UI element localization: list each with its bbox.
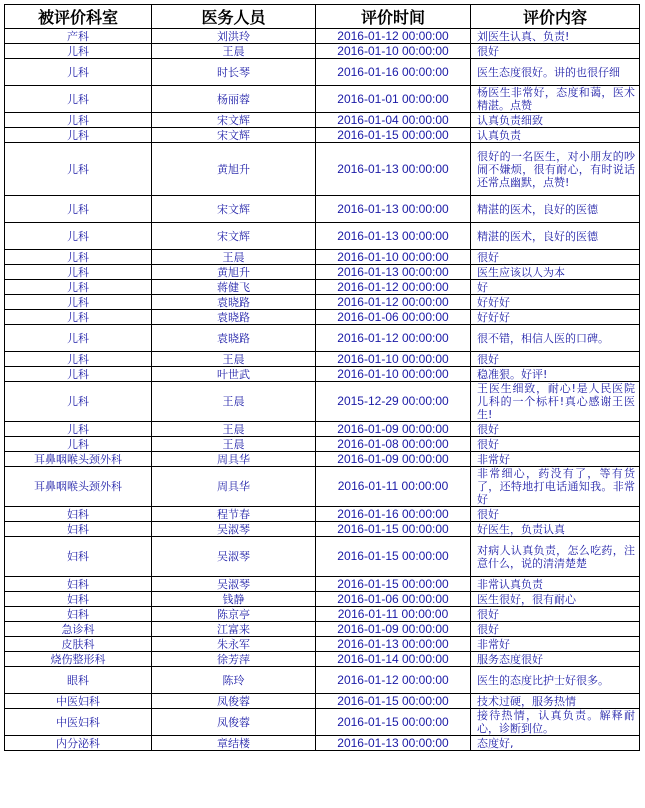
staff-cell: 宋文辉 — [152, 223, 316, 250]
department-cell: 儿科 — [5, 59, 152, 86]
table-row — [5, 709, 640, 736]
comment-cell: 很好 — [471, 607, 640, 622]
staff-cell: 周具华 — [152, 467, 316, 507]
time-cell: 2016-01-10 00:00:00 — [316, 367, 471, 382]
department-cell: 儿科 — [5, 86, 152, 113]
header-department: 被评价科室 — [5, 5, 152, 29]
department-cell: 急诊科 — [5, 622, 152, 637]
staff-cell: 王晨 — [152, 437, 316, 452]
comment-cell: 精湛的医术，良好的医德 — [471, 196, 640, 223]
department-cell: 儿科 — [5, 113, 152, 128]
department-cell: 儿科 — [5, 196, 152, 223]
comment-cell: 很好 — [471, 44, 640, 59]
time-cell: 2016-01-09 00:00:00 — [316, 622, 471, 637]
table-row — [5, 128, 640, 143]
staff-cell: 凤俊蓉 — [152, 694, 316, 709]
comment-cell: 很好 — [471, 507, 640, 522]
department-cell: 儿科 — [5, 367, 152, 382]
department-cell: 儿科 — [5, 382, 152, 422]
time-cell: 2016-01-15 00:00:00 — [316, 577, 471, 592]
comment-cell: 医生态度很好。讲的也很仔细 — [471, 59, 640, 86]
table-row — [5, 325, 640, 352]
comment-cell: 服务态度很好 — [471, 652, 640, 667]
table-row — [5, 522, 640, 537]
time-cell: 2016-01-13 00:00:00 — [316, 196, 471, 223]
table-row — [5, 437, 640, 452]
time-cell: 2016-01-15 00:00:00 — [316, 694, 471, 709]
table-row — [5, 265, 640, 280]
department-cell: 儿科 — [5, 422, 152, 437]
staff-cell: 叶世武 — [152, 367, 316, 382]
table-body — [5, 29, 640, 751]
department-cell: 儿科 — [5, 223, 152, 250]
comment-cell: 态度好, — [471, 736, 640, 751]
staff-cell: 王晨 — [152, 250, 316, 265]
comment-cell: 非常认真负责 — [471, 577, 640, 592]
department-cell: 眼科 — [5, 667, 152, 694]
time-cell: 2016-01-06 00:00:00 — [316, 310, 471, 325]
table-row — [5, 452, 640, 467]
table-row — [5, 295, 640, 310]
staff-cell: 江富来 — [152, 622, 316, 637]
table-row — [5, 577, 640, 592]
header-comment: 评价内容 — [471, 5, 640, 29]
comment-cell: 非常好 — [471, 452, 640, 467]
staff-cell: 凤俊蓉 — [152, 709, 316, 736]
time-cell: 2016-01-12 00:00:00 — [316, 667, 471, 694]
department-cell: 产科 — [5, 29, 152, 44]
table-row — [5, 44, 640, 59]
staff-cell: 宋文辉 — [152, 196, 316, 223]
table-row — [5, 223, 640, 250]
comment-cell: 很好 — [471, 352, 640, 367]
table-row — [5, 113, 640, 128]
department-cell: 烧伤整形科 — [5, 652, 152, 667]
staff-cell: 黄旭升 — [152, 143, 316, 196]
table-row — [5, 29, 640, 44]
time-cell: 2016-01-10 00:00:00 — [316, 250, 471, 265]
time-cell: 2016-01-09 00:00:00 — [316, 452, 471, 467]
table-row — [5, 467, 640, 507]
time-cell: 2016-01-10 00:00:00 — [316, 352, 471, 367]
department-cell: 儿科 — [5, 44, 152, 59]
time-cell: 2016-01-13 00:00:00 — [316, 223, 471, 250]
comment-cell: 很好的一名医生，对小朋友的吵闹不嫌烦，很有耐心，有时说话还常点幽默，点赞! — [471, 143, 640, 196]
department-cell: 儿科 — [5, 325, 152, 352]
time-cell: 2016-01-14 00:00:00 — [316, 652, 471, 667]
comment-cell: 好 — [471, 280, 640, 295]
comment-cell: 很不错，相信人医的口碑。 — [471, 325, 640, 352]
comment-cell: 接待热情，认真负责。解释耐心，诊断到位。 — [471, 709, 640, 736]
header-time: 评价时间 — [316, 5, 471, 29]
comment-cell: 很好 — [471, 437, 640, 452]
comment-cell: 王医生细致，耐心!是人民医院儿科的一个标杆!真心感谢王医生! — [471, 382, 640, 422]
staff-cell: 周具华 — [152, 452, 316, 467]
staff-cell: 杨丽蓉 — [152, 86, 316, 113]
comment-cell: 精湛的医术，良好的医德 — [471, 223, 640, 250]
department-cell: 儿科 — [5, 437, 152, 452]
time-cell: 2016-01-09 00:00:00 — [316, 422, 471, 437]
comment-cell: 很好 — [471, 250, 640, 265]
comment-cell: 非常细心，药没有了，等有货了，还特地打电话通知我。非常好 — [471, 467, 640, 507]
comment-cell: 好好好 — [471, 295, 640, 310]
time-cell: 2016-01-08 00:00:00 — [316, 437, 471, 452]
table-row — [5, 637, 640, 652]
department-cell: 中医妇科 — [5, 694, 152, 709]
department-cell: 耳鼻咽喉头颈外科 — [5, 467, 152, 507]
header-staff: 医务人员 — [152, 5, 316, 29]
comment-cell: 杨医生非常好，态度和蔼，医术精湛。点赞 — [471, 86, 640, 113]
table-row — [5, 592, 640, 607]
department-cell: 儿科 — [5, 265, 152, 280]
staff-cell: 宋文辉 — [152, 128, 316, 143]
department-cell: 耳鼻咽喉头颈外科 — [5, 452, 152, 467]
staff-cell: 徐芳萍 — [152, 652, 316, 667]
table-row — [5, 86, 640, 113]
staff-cell: 王晨 — [152, 382, 316, 422]
time-cell: 2016-01-11 00:00:00 — [316, 607, 471, 622]
staff-cell: 黄旭升 — [152, 265, 316, 280]
time-cell: 2016-01-16 00:00:00 — [316, 507, 471, 522]
department-cell: 儿科 — [5, 352, 152, 367]
table-row — [5, 694, 640, 709]
table-row — [5, 59, 640, 86]
time-cell: 2016-01-01 00:00:00 — [316, 86, 471, 113]
department-cell: 儿科 — [5, 310, 152, 325]
time-cell: 2016-01-15 00:00:00 — [316, 537, 471, 577]
department-cell: 妇科 — [5, 592, 152, 607]
staff-cell: 时长琴 — [152, 59, 316, 86]
staff-cell: 袁晓路 — [152, 310, 316, 325]
staff-cell: 程节春 — [152, 507, 316, 522]
department-cell: 皮肤科 — [5, 637, 152, 652]
staff-cell: 王晨 — [152, 352, 316, 367]
department-cell: 内分泌科 — [5, 736, 152, 751]
table-row — [5, 537, 640, 577]
department-cell: 儿科 — [5, 128, 152, 143]
time-cell: 2016-01-12 00:00:00 — [316, 295, 471, 310]
staff-cell: 朱永军 — [152, 637, 316, 652]
time-cell: 2016-01-16 00:00:00 — [316, 59, 471, 86]
comment-cell: 认真负责 — [471, 128, 640, 143]
staff-cell: 宋文辉 — [152, 113, 316, 128]
time-cell: 2016-01-12 00:00:00 — [316, 325, 471, 352]
time-cell: 2016-01-10 00:00:00 — [316, 44, 471, 59]
table-row — [5, 736, 640, 751]
department-cell: 儿科 — [5, 280, 152, 295]
comment-cell: 稳准狠。好评! — [471, 367, 640, 382]
department-cell: 妇科 — [5, 522, 152, 537]
comment-cell: 很好 — [471, 622, 640, 637]
department-cell: 儿科 — [5, 250, 152, 265]
time-cell: 2016-01-13 00:00:00 — [316, 265, 471, 280]
comment-cell: 很好 — [471, 422, 640, 437]
time-cell: 2015-12-29 00:00:00 — [316, 382, 471, 422]
comment-cell: 医生的态度比护士好很多。 — [471, 667, 640, 694]
table-row — [5, 382, 640, 422]
department-cell: 儿科 — [5, 295, 152, 310]
comment-cell: 医生很好，很有耐心 — [471, 592, 640, 607]
department-cell: 妇科 — [5, 537, 152, 577]
table-row — [5, 622, 640, 637]
table-row — [5, 667, 640, 694]
staff-cell: 章结楼 — [152, 736, 316, 751]
time-cell: 2016-01-15 00:00:00 — [316, 522, 471, 537]
time-cell: 2016-01-13 00:00:00 — [316, 637, 471, 652]
staff-cell: 袁晓路 — [152, 295, 316, 310]
staff-cell: 吴淑琴 — [152, 522, 316, 537]
table-row — [5, 196, 640, 223]
staff-cell: 王晨 — [152, 422, 316, 437]
staff-cell: 刘洪玲 — [152, 29, 316, 44]
comment-cell: 好好好 — [471, 310, 640, 325]
comment-cell: 非常好 — [471, 637, 640, 652]
department-cell: 中医妇科 — [5, 709, 152, 736]
staff-cell: 陈京亭 — [152, 607, 316, 622]
time-cell: 2016-01-12 00:00:00 — [316, 29, 471, 44]
time-cell: 2016-01-15 00:00:00 — [316, 128, 471, 143]
comment-cell: 认真负责细致 — [471, 113, 640, 128]
staff-cell: 吴淑琴 — [152, 577, 316, 592]
department-cell: 妇科 — [5, 507, 152, 522]
comment-cell: 对病人认真负责，怎么吃药，注意什么，说的清清楚楚 — [471, 537, 640, 577]
table-row — [5, 280, 640, 295]
time-cell: 2016-01-11 00:00:00 — [316, 467, 471, 507]
staff-cell: 王晨 — [152, 44, 316, 59]
comment-cell: 医生应该以人为本 — [471, 265, 640, 280]
table-row — [5, 310, 640, 325]
staff-cell: 吴淑琴 — [152, 537, 316, 577]
table-row — [5, 607, 640, 622]
staff-cell: 袁晓路 — [152, 325, 316, 352]
table-row — [5, 250, 640, 265]
department-cell: 妇科 — [5, 607, 152, 622]
table-row — [5, 367, 640, 382]
time-cell: 2016-01-13 00:00:00 — [316, 736, 471, 751]
time-cell: 2016-01-15 00:00:00 — [316, 709, 471, 736]
time-cell: 2016-01-04 00:00:00 — [316, 113, 471, 128]
staff-cell: 陈玲 — [152, 667, 316, 694]
table-row — [5, 143, 640, 196]
department-cell: 儿科 — [5, 143, 152, 196]
staff-cell: 蒋健飞 — [152, 280, 316, 295]
department-cell: 妇科 — [5, 577, 152, 592]
table-row — [5, 422, 640, 437]
staff-cell: 钱静 — [152, 592, 316, 607]
comment-cell: 刘医生认真、负责! — [471, 29, 640, 44]
time-cell: 2016-01-06 00:00:00 — [316, 592, 471, 607]
table-row — [5, 352, 640, 367]
evaluation-table — [4, 4, 640, 751]
time-cell: 2016-01-12 00:00:00 — [316, 280, 471, 295]
header-row — [5, 5, 640, 29]
comment-cell: 技术过硬，服务热情 — [471, 694, 640, 709]
comment-cell: 好医生，负责认真 — [471, 522, 640, 537]
table-row — [5, 507, 640, 522]
time-cell: 2016-01-13 00:00:00 — [316, 143, 471, 196]
table-row — [5, 652, 640, 667]
